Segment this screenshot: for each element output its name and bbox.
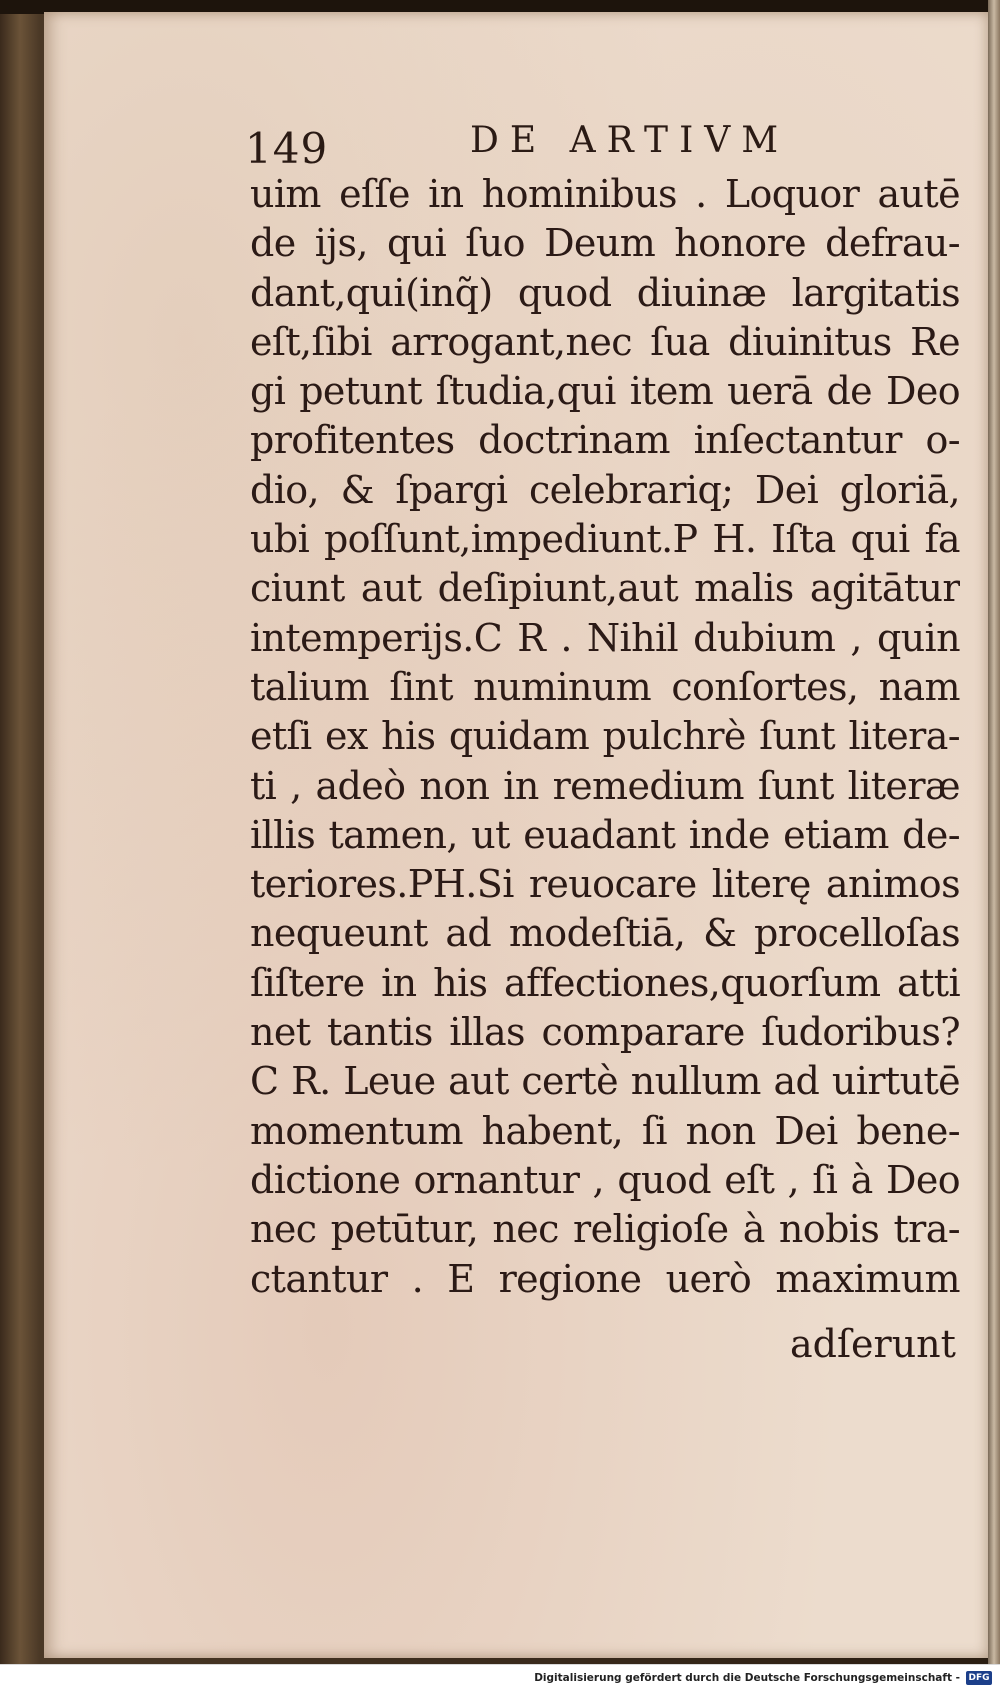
text-line: dictione ornantur , quod eſt , ſi à Deo — [250, 1157, 960, 1202]
text-line: nequeunt ad modeſtiā, & procelloſas — [250, 911, 960, 956]
text-line: etſi ex his quidam pulchrè ſunt litera- — [250, 714, 960, 759]
page-header — [245, 110, 965, 173]
catchword: adſerunt — [790, 1322, 956, 1366]
text-line: uim eſſe in hominibus . Loquor autē — [250, 172, 960, 216]
text-block — [250, 170, 960, 1304]
text-line: nec petūtur, nec religioſe à nobis tra- — [250, 1207, 960, 1252]
funding-credit: Digitalisierung gefördert durch die Deutsche Forschungsgemeinschaft - — [534, 1672, 960, 1684]
page-number: 149 — [245, 124, 329, 173]
text-line: momentum habent, ſi non Dei bene- — [250, 1108, 960, 1153]
footer-bar — [0, 1664, 1000, 1694]
running-head: DE ARTIVM — [470, 120, 790, 161]
text-line: ſiſtere in his affectiones,quorſum atti — [250, 960, 960, 1005]
text-line: illis tamen, ut euadant inde etiam de- — [250, 812, 960, 857]
text-line: ti , adeò non in remedium ſunt literæ — [250, 763, 960, 808]
text-line: profitentes doctrinam inſectantur o- — [250, 418, 960, 463]
dfg-logo: DFG — [966, 1671, 992, 1685]
text-line: de ijs, qui ſuo Deum honore defrau- — [250, 221, 960, 266]
text-line: teriores.PH.Si reuocare literę animos — [250, 862, 960, 907]
text-line: ctantur . E regione uerò maximum — [250, 1256, 960, 1301]
text-line: ubi poſſunt,impediunt.P H. Iſta qui fa — [250, 517, 960, 562]
text-line: talium ſint numinum conſortes, nam — [250, 664, 960, 709]
page-fore-edge — [988, 0, 1000, 1664]
text-line: C R. Leue aut certè nullum ad uirtutē — [250, 1059, 960, 1104]
text-line: ciunt aut deſipiunt,aut malis agitātur — [250, 566, 960, 611]
text-line: dio, & ſpargi celebrariq; Dei gloriā, — [250, 467, 960, 512]
text-line: intemperijs.C R . Nihil dubium , quin — [250, 615, 960, 660]
text-line: dant,qui(inq̃) quod diuinæ largitatis — [250, 270, 960, 315]
text-line: net tantis illas comparare ſudoribus? — [250, 1010, 960, 1055]
text-line: gi petunt ſtudia,qui item uerā de Deo — [250, 369, 960, 414]
text-line: eſt,ſibi arrogant,nec ſua diuinitus Re — [250, 319, 960, 364]
